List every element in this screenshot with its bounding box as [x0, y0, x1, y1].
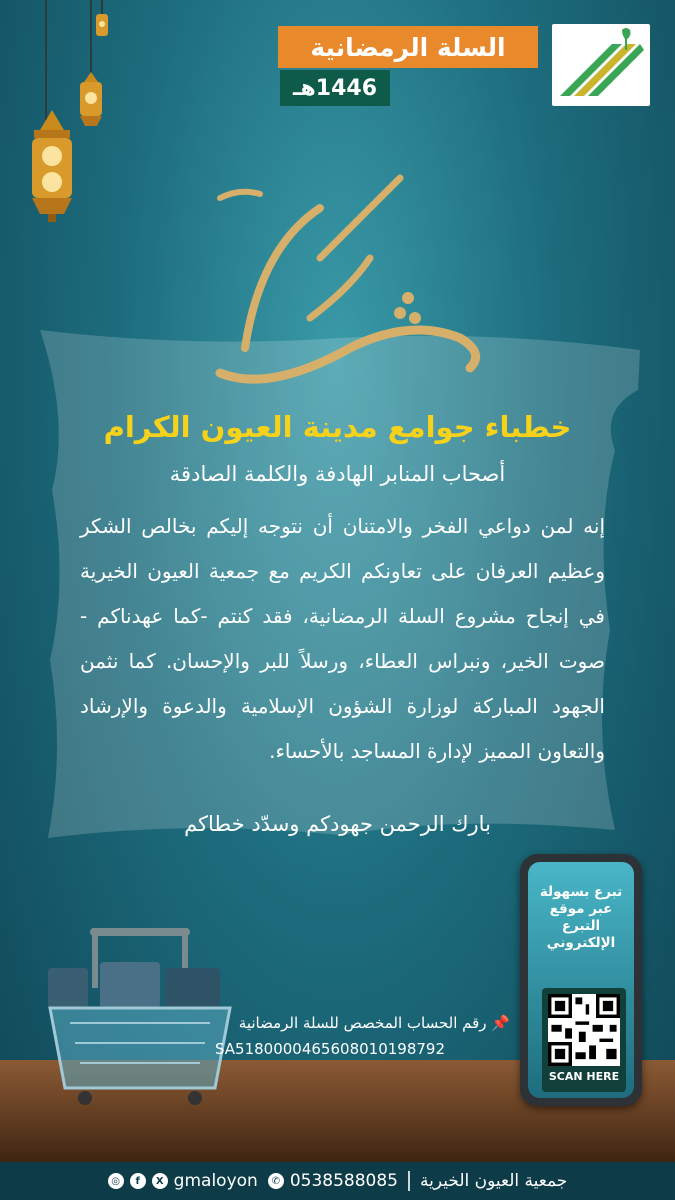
phone-mockup	[520, 854, 642, 1106]
instagram-icon[interactable]: ◎	[108, 1173, 124, 1189]
organization-name: جمعية العيون الخيرية	[419, 1171, 568, 1191]
footer-divider	[408, 1171, 410, 1191]
social-handle[interactable]: gmaloyon	[173, 1171, 258, 1191]
heading: خطباء جوامع مدينة العيون الكرام	[103, 410, 572, 444]
pin-icon: 📌	[491, 1014, 510, 1032]
scan-label: SCAN HERE	[548, 1070, 620, 1083]
campaign-title-badge: السلة الرمضانية	[278, 26, 538, 68]
donation-prompt: تبرع بسهولة عبر موقع التبرع الإلكتروني	[539, 884, 623, 951]
footer-bar	[0, 1162, 675, 1200]
lantern-icon	[94, 10, 110, 42]
campaign-year-badge: 1446هـ	[280, 70, 390, 106]
social-handles[interactable]	[108, 1171, 258, 1191]
x-icon[interactable]: X	[152, 1173, 168, 1189]
subheading: أصحاب المنابر الهادفة والكلمة الصادقة	[169, 462, 506, 486]
account-label: 📌 رقم الحساب المخصص للسلة الرمضانية	[238, 1014, 510, 1032]
whatsapp-icon[interactable]: ✆	[268, 1173, 284, 1189]
phone-screen	[528, 862, 634, 1098]
phone-number[interactable]: 0538588085	[289, 1171, 398, 1191]
lantern-icon	[76, 72, 106, 130]
account-number: SA5180000465608010198792	[214, 1040, 446, 1058]
lantern-string	[90, 0, 92, 78]
organization-logo	[552, 24, 650, 106]
thanks-calligraphy	[200, 168, 490, 398]
lantern-icon	[24, 110, 80, 222]
qr-code-icon[interactable]	[548, 994, 620, 1066]
closing-line: بارك الرحمن جهودكم وسدّد خطاكم	[184, 812, 491, 836]
lantern-string	[45, 0, 47, 120]
message-body: إنه لمن دواعي الفخر والامتنان أن نتوجه إليكم بخالص الشكر وعظيم العرفان على تعاونكم الكريم مع جمعية العيون الخيرية في إنجاح مشروع السلة الرمضانية، فقد كنتم -كما عهدناكم - صوت الخير، ونبراس العطاء، ورسلاً للبر والإحسان. كما نثمن الجهود المباركة لوزارة الشؤون الإسلامية والدعوة والإرشاد والتعاون المميز لإدارة المساجد بالأحساء.	[80, 514, 605, 763]
contact-phone[interactable]	[268, 1171, 398, 1191]
facebook-icon[interactable]: f	[130, 1173, 146, 1189]
qr-code-panel[interactable]	[542, 988, 626, 1092]
